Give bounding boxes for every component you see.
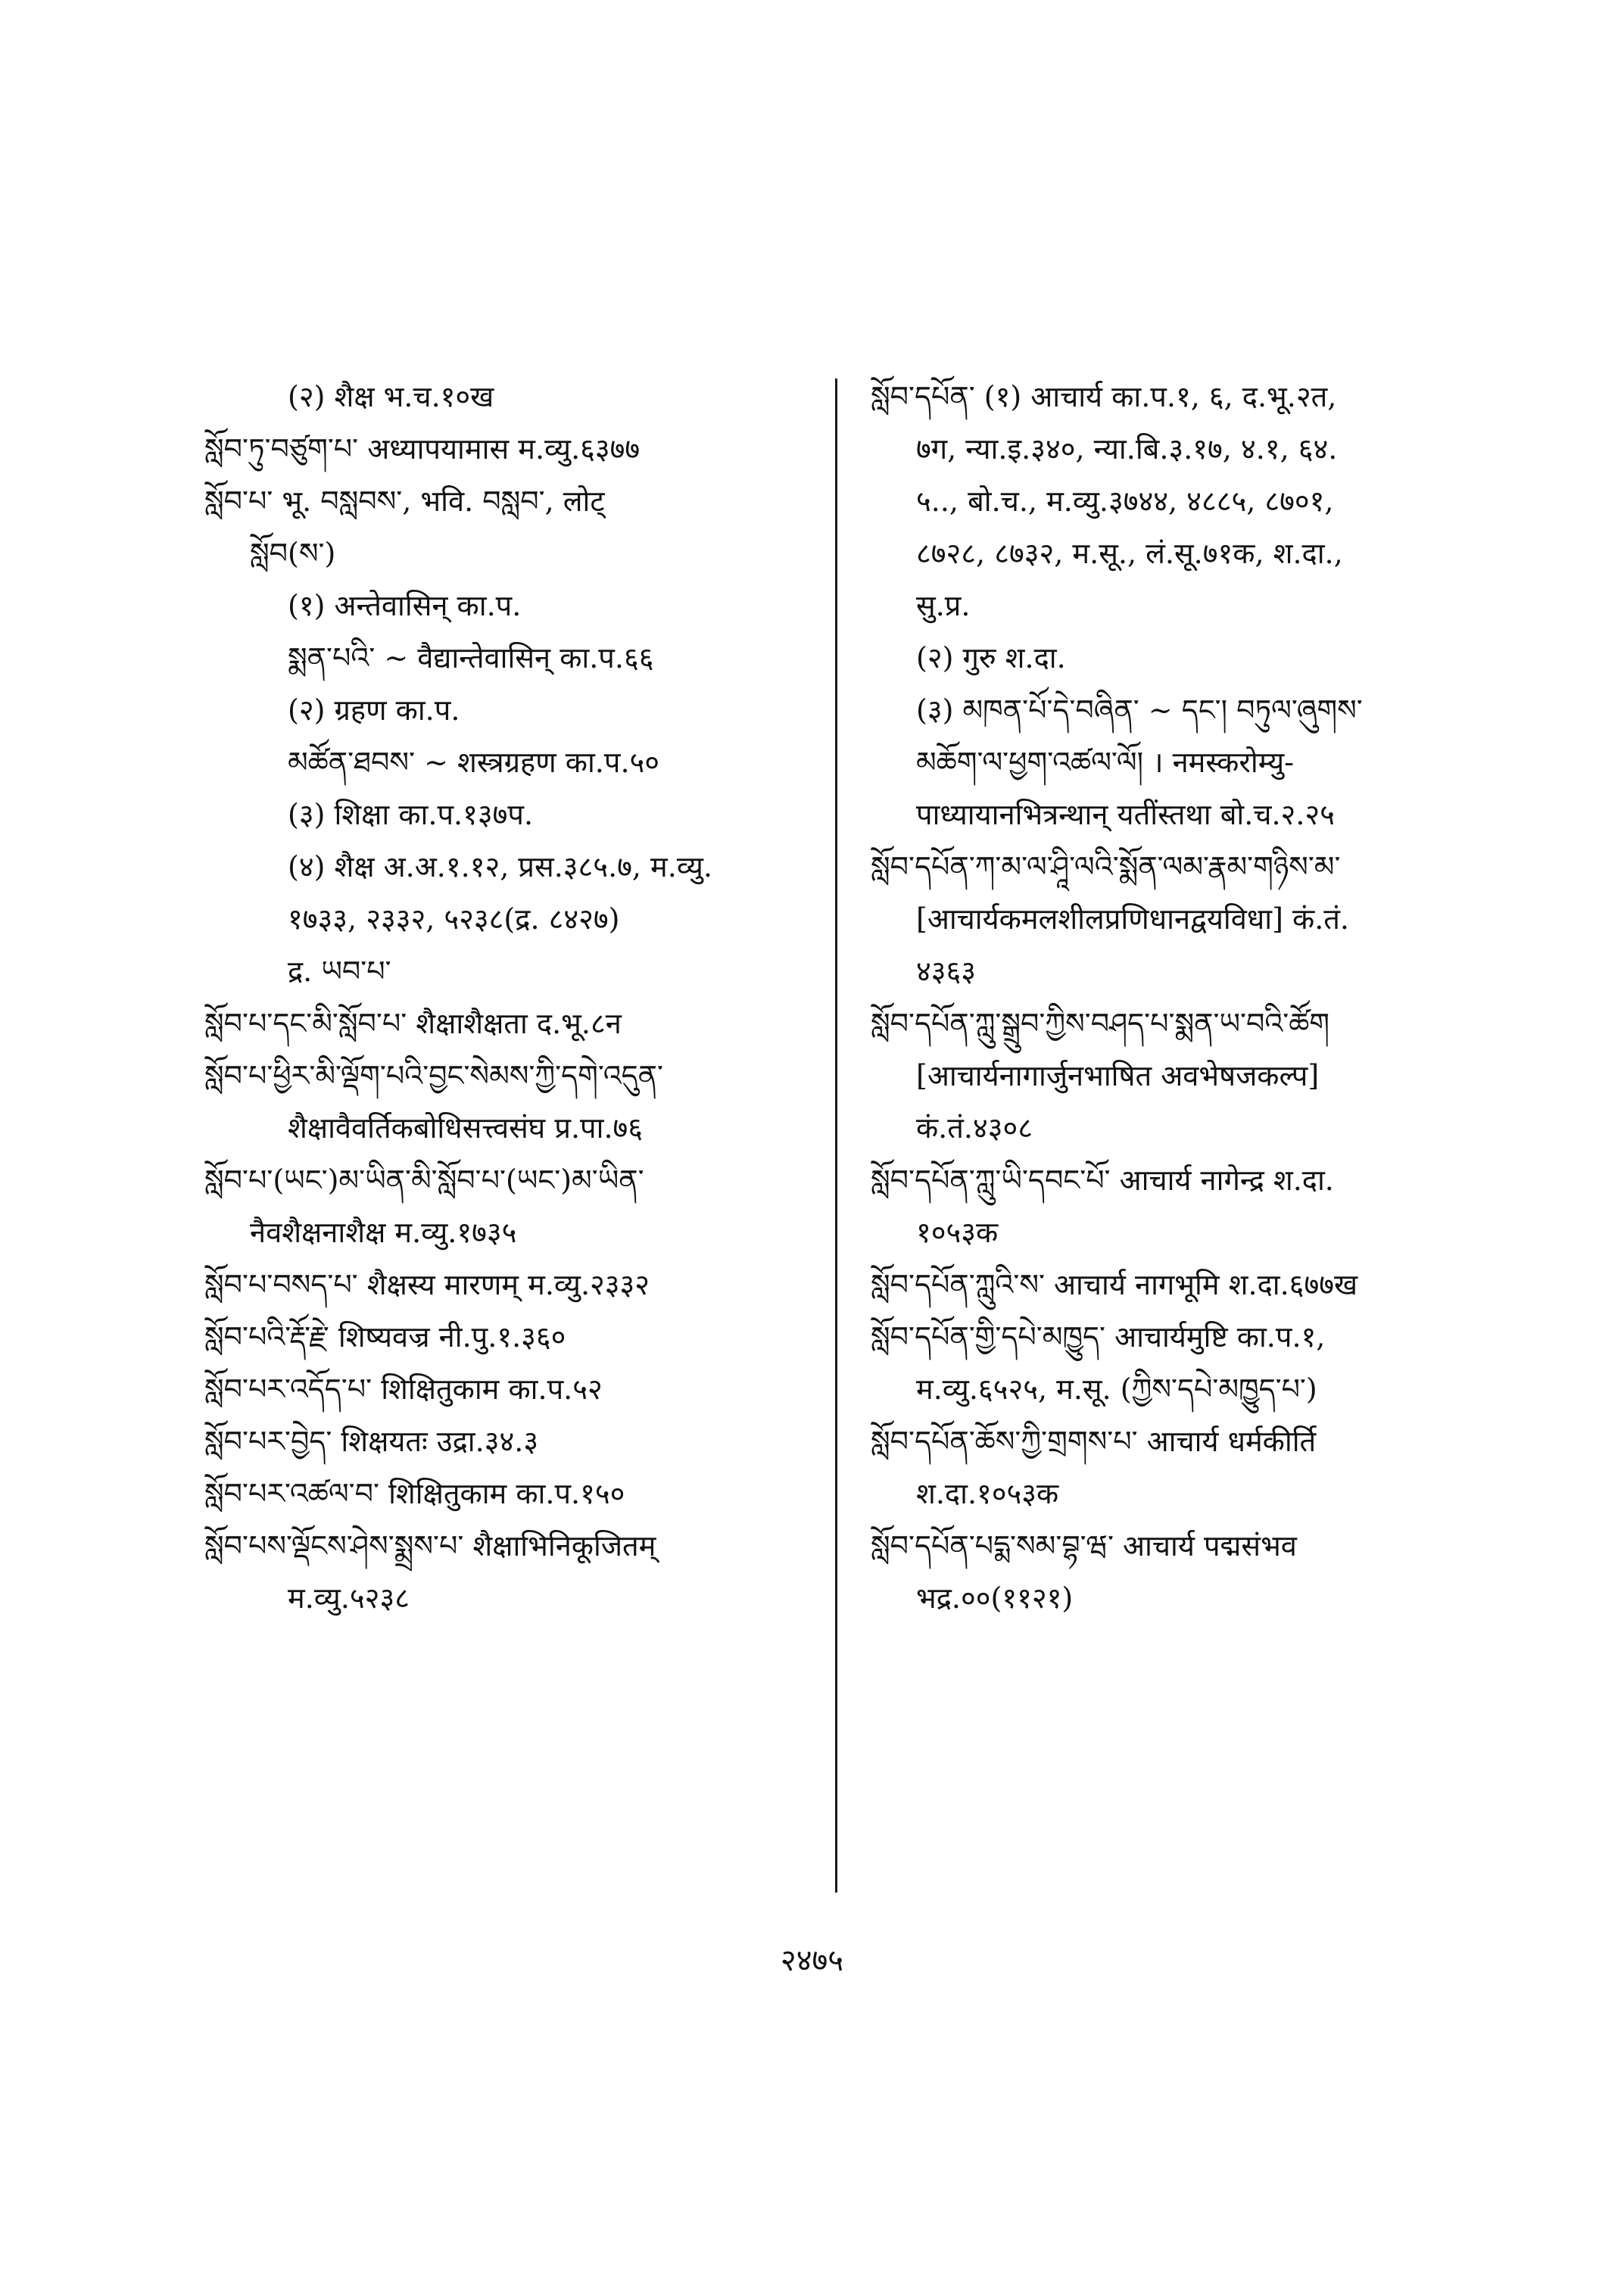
entry-line: སློབ་དཔོན་ཀླུ་ཡི་དབང་པོ་ आचार्य नागेन्द्र श.दा. <box>871 1164 1334 1197</box>
entry-line: नैवशैक्षनाशैक्ष म.व्यु.१७३५ <box>250 1216 517 1249</box>
entry-line: སློབ་པ་(ཡང་)མ་ཡིན་མི་སློབ་པ་(ཡང་)མ་ཡིན་ <box>204 1164 644 1197</box>
entry-line: द्र. ཡབ་པ་ <box>288 955 391 988</box>
entry-line: མཆོག་ལ་ཕྱག་འཚལ་ལོ། । नमस्करोम्यु- <box>916 746 1294 779</box>
entry-line: म.व्यु.५२३८ <box>288 1581 410 1615</box>
entry-line: སློབ་པ་དང་མི་སློབ་པ་ शैक्षाशैक्षता द.भू.८न <box>204 1007 622 1040</box>
entry-line: [आचार्यकमलशीलप्रणिधानद्वयविधा] कं.तं. <box>916 902 1350 936</box>
entry-line: སློབ་དཔོན་ཀླུའི་ས་ आचार्य नागभूमि श.दा.६७७ख <box>871 1268 1358 1301</box>
page-number: २४७५ <box>780 1943 844 1978</box>
entry-line: (३) མཁན་པོ་དེ་བཞིན་ ~ དང་། བཏུལ་ཞུགས་ <box>916 693 1363 727</box>
column-divider <box>835 379 837 1893</box>
entry-line: म.व्यु.६५२५, म.सू. (ཀྱིས་དཔེ་མཁྱུད་པ་) <box>916 1372 1317 1406</box>
entry-line: (१) अन्तेवासिन् का.प. <box>288 589 522 622</box>
entry-line: སློབ་དཔོན་གྱི་དཔེ་མཁྱུད་ आचार्यमुष्टि का.प.१, <box>871 1320 1326 1354</box>
entry-line: शैक्षावैवर्तिकबोधिसत्त्वसंघ प्र.पा.७६ <box>288 1111 644 1145</box>
entry-line: (३) शिक्षा का.प.१३७प. <box>288 798 534 831</box>
entry-line: སློབ་པར་འདོད་པ་ शिक्षितुकाम का.प.५२ <box>204 1372 603 1406</box>
entry-line: སློབ(ས་) <box>250 537 336 570</box>
entry-line: སློབ་པ་བསད་པ་ शैक्षस्य मारणम् म.व्यु.२३३२ <box>204 1268 650 1301</box>
entry-line: མཚོན་ཐབས་ ~ शस्त्रग्रहण का.प.५० <box>288 746 660 779</box>
entry-line: भद्र.००(११२१) <box>916 1581 1074 1615</box>
entry-line: (२) गुरु श.दा. <box>916 641 1066 675</box>
entry-line: སློབ་དཔོན་ (१) आचार्य का.प.१, ६, द.भू.२त, <box>871 380 1337 413</box>
entry-line: १७३३, २३३२, ५२३८(द्र. ८४२७) <box>288 902 620 936</box>
entry-line: སློབ་དཔོན་པདྨ་སམ་བྷ་ཝ་ आचार्य पद्मसंभव <box>871 1529 1297 1562</box>
entry-line: १०५३क <box>916 1216 999 1249</box>
entry-line: सु.प्र. <box>916 589 971 622</box>
entry-line: སློབ་པས་ལྡོངས་ཤེས་སྨྲས་པ་ शैक्षाभिनिकूजितम् <box>204 1529 656 1562</box>
entry-line: སློབ་པ་ भू. བསླབས་, भवि. བསླབ་, लोट् <box>204 484 605 518</box>
entry-line: (२) शैक्ष भ.च.१०ख <box>288 380 494 413</box>
left-column <box>204 371 818 1625</box>
entry-line: श.दा.१०५३क <box>916 1477 1059 1510</box>
right-column <box>871 371 1469 1625</box>
entry-line: སློབ་དཔོན་ཀ་མ་ལ་ཤཱི་ལའི་སྨོན་ལམ་རྣམ་གཉིས་མ་ <box>871 850 1341 883</box>
entry-line: སློབ་པ་ཕྱིར་མི་ལྡོག་པའི་བྱང་སེམས་ཀྱི་དགེ་འདུན་ <box>204 1059 663 1092</box>
entry-line: སློབ་དཔོན་ཆོས་ཀྱི་གྲགས་པ་ आचार्य धर्मकीर्ति <box>871 1425 1317 1458</box>
entry-line: སློབ་པར་བྱེད་ शिक्षयतः उद्रा.३४.३ <box>204 1425 539 1458</box>
entry-line: (४) शैक्ष अ.अ.१.१२, प्रस.३८५.७, म.व्यु. <box>288 850 712 883</box>
entry-line: ४३६३ <box>916 955 977 988</box>
entry-line: སློབ་ཏུ་བཙུག་པ་ अध्यापयामास म.व्यु.६३७७ <box>204 432 641 466</box>
entry-line: कं.तं.४३०८ <box>916 1111 1033 1145</box>
entry-line: ७ग, न्या.इ.३४०, न्या.बि.३.१७, ४.१, ६४. <box>916 432 1338 466</box>
entry-line: སྨན་པའི་ ~ वैद्यान्तेवासिन् का.प.६६ <box>288 641 654 675</box>
entry-line: སློབ་དཔོན་ཀླུ་སྒྲུབ་ཀྱིས་བཤད་པ་སྨན་ཡ་བའི་ཚོག <box>871 1007 1330 1040</box>
entry-line: (२) ग्रहण का.प. <box>288 693 460 727</box>
entry-line: ५.., बो.च., म.व्यु.३७४४, ४८८५, ८७०१, <box>916 484 1334 518</box>
entry-line: སློབ་པར་འཚལ་བ་ शिक्षितुकाम का.प.१५० <box>204 1477 625 1510</box>
entry-line: पाध्यायानभित्रन्थान् यतींस्तथा बो.च.२.२५ <box>916 798 1335 831</box>
entry-line: [आचार्यनागार्जुनभाषित अवभेषजकल्प] <box>916 1059 1320 1092</box>
entry-line: ८७२८, ८७३२, म.सू., लं.सू.७१क, श.दा., <box>916 537 1343 570</box>
entry-line: སློབ་པའི་རྡོ་རྗེ་ शिष्यवज्र नी.पु.१.३६० <box>204 1320 566 1354</box>
